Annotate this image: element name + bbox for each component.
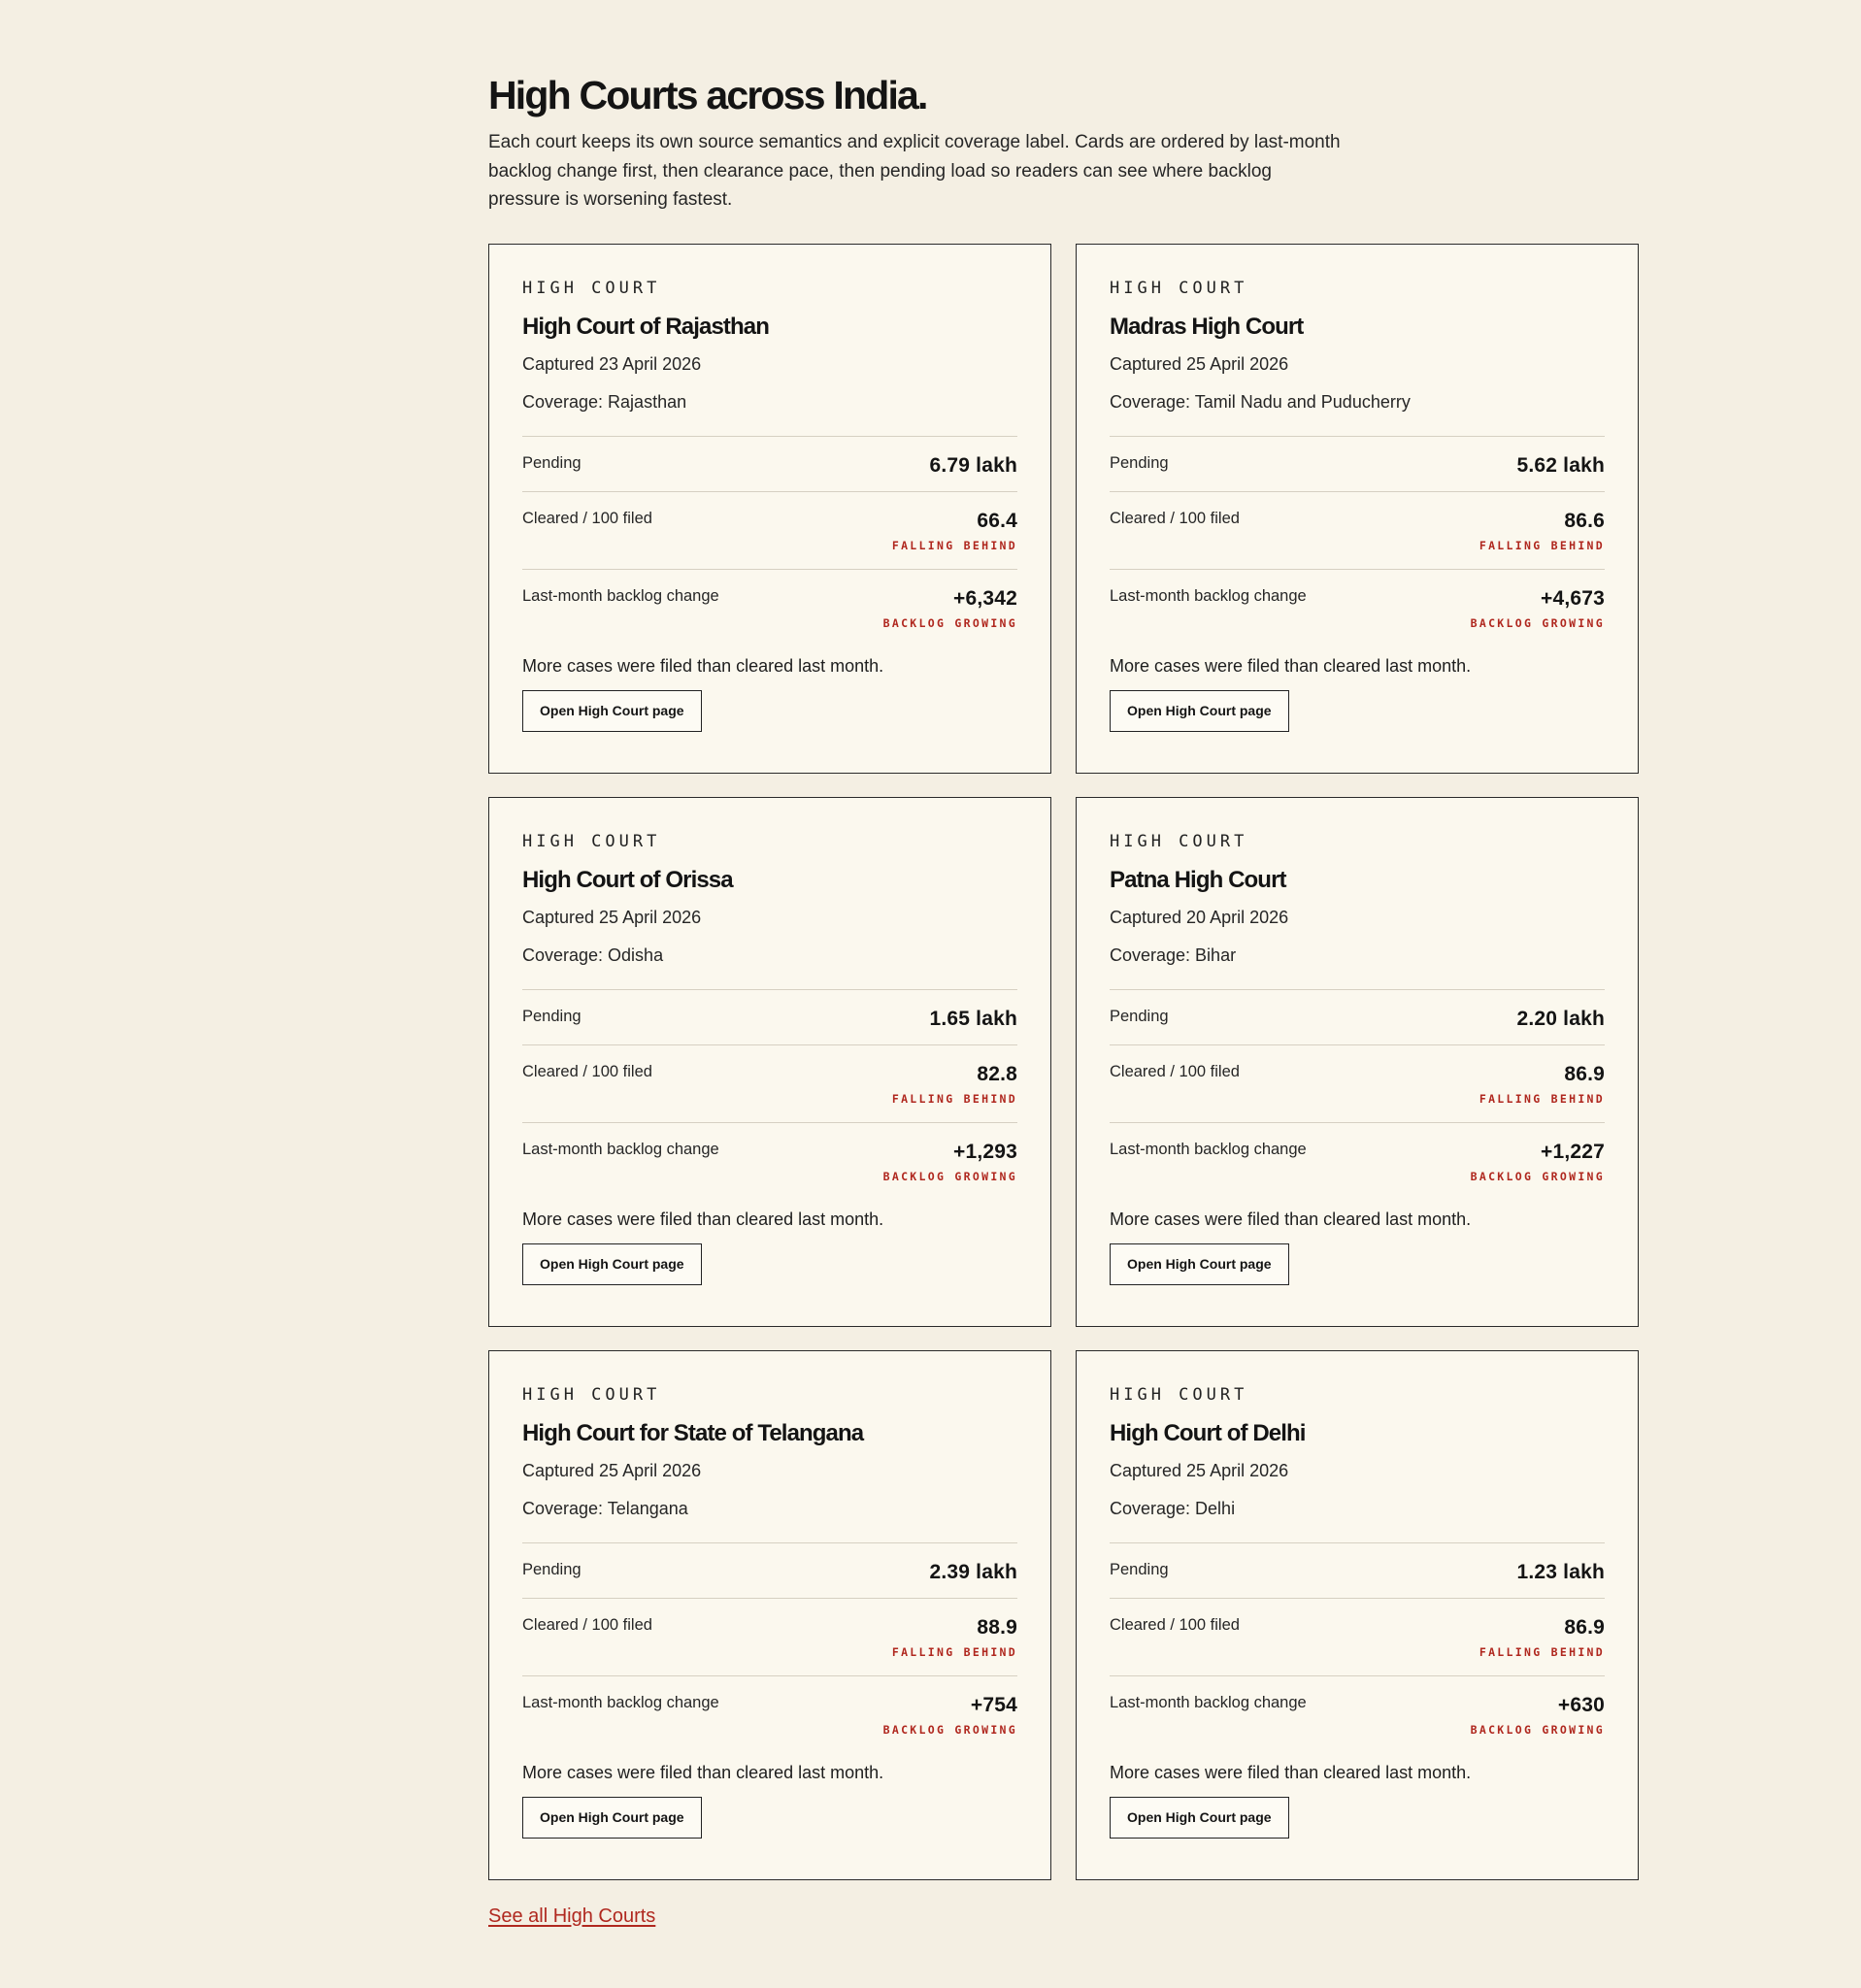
open-high-court-button[interactable]: Open High Court page bbox=[522, 1797, 702, 1839]
card-summary: More cases were filed than cleared last month. bbox=[1110, 655, 1472, 676]
metric-value: +4,673 bbox=[1540, 586, 1605, 610]
metrics-list bbox=[1110, 436, 1605, 647]
coverage-label: Coverage: Tamil Nadu and Puducherry bbox=[1110, 391, 1411, 412]
see-all-high-courts-link[interactable]: See all High Courts bbox=[488, 1905, 656, 1927]
metric-cleared bbox=[522, 1599, 1017, 1676]
open-high-court-button[interactable]: Open High Court page bbox=[522, 690, 702, 732]
metric-label: Cleared / 100 filed bbox=[1110, 1615, 1240, 1634]
metric-label: Pending bbox=[522, 1007, 582, 1025]
metrics-list bbox=[1110, 1542, 1605, 1754]
court-name: Madras High Court bbox=[1110, 313, 1304, 340]
court-name: High Court for State of Telangana bbox=[522, 1419, 864, 1446]
metric-value: 2.39 lakh bbox=[929, 1560, 1017, 1583]
metric-pending bbox=[522, 437, 1017, 492]
card-summary: More cases were filed than cleared last month. bbox=[522, 655, 884, 676]
status-badge: BACKLOG GROWING bbox=[1470, 1722, 1605, 1737]
open-high-court-button[interactable]: Open High Court page bbox=[1110, 1243, 1289, 1285]
coverage-label: Coverage: Telangana bbox=[522, 1498, 688, 1518]
metric-value: 88.9 bbox=[977, 1615, 1017, 1639]
status-badge: FALLING BEHIND bbox=[891, 1091, 1017, 1106]
captured-date: Captured 23 April 2026 bbox=[522, 353, 702, 374]
captured-date: Captured 20 April 2026 bbox=[1110, 907, 1289, 927]
card-eyebrow: HIGH COURT bbox=[1110, 278, 1248, 298]
status-badge: FALLING BEHIND bbox=[891, 538, 1017, 552]
metric-value: 2.20 lakh bbox=[1516, 1007, 1605, 1030]
open-high-court-button[interactable]: Open High Court page bbox=[1110, 1797, 1289, 1839]
metric-backlog-change bbox=[1110, 1123, 1605, 1201]
metric-value: 86.6 bbox=[1564, 509, 1605, 532]
status-badge: BACKLOG GROWING bbox=[882, 615, 1017, 630]
metric-label: Cleared / 100 filed bbox=[522, 1615, 652, 1634]
court-card-telangana bbox=[488, 1350, 1051, 1880]
metrics-list bbox=[1110, 989, 1605, 1201]
metric-cleared bbox=[1110, 1045, 1605, 1123]
court-card-patna bbox=[1076, 797, 1639, 1327]
metric-label: Pending bbox=[522, 1560, 582, 1578]
metric-label: Pending bbox=[1110, 1560, 1169, 1578]
court-card-delhi bbox=[1076, 1350, 1639, 1880]
court-name: Patna High Court bbox=[1110, 866, 1286, 893]
metric-label: Last-month backlog change bbox=[522, 586, 719, 605]
page-title: High Courts across India. bbox=[488, 73, 927, 117]
metrics-list bbox=[522, 436, 1017, 647]
page-intro: Each court keeps its own source semantics and explicit coverage label. Cards are ordered by last-month backlog change first, then clearance pace, then pending load so readers can see where backlog pressure is worsening fastest. bbox=[488, 132, 1341, 210]
card-summary: More cases were filed than cleared last month. bbox=[1110, 1762, 1472, 1782]
status-badge: BACKLOG GROWING bbox=[1470, 1169, 1605, 1183]
metric-value: 5.62 lakh bbox=[1516, 453, 1605, 477]
metric-pending bbox=[522, 1543, 1017, 1599]
metric-backlog-change bbox=[522, 570, 1017, 647]
metric-label: Last-month backlog change bbox=[522, 1140, 719, 1158]
metric-cleared bbox=[1110, 492, 1605, 570]
metrics-list bbox=[522, 1542, 1017, 1754]
card-summary: More cases were filed than cleared last month. bbox=[522, 1209, 884, 1229]
coverage-label: Coverage: Rajasthan bbox=[522, 391, 687, 412]
open-high-court-button[interactable]: Open High Court page bbox=[1110, 690, 1289, 732]
metric-backlog-change bbox=[1110, 570, 1605, 647]
captured-date: Captured 25 April 2026 bbox=[522, 907, 702, 927]
status-badge: BACKLOG GROWING bbox=[882, 1169, 1017, 1183]
metric-label: Pending bbox=[1110, 1007, 1169, 1025]
coverage-label: Coverage: Delhi bbox=[1110, 1498, 1236, 1518]
metric-label: Last-month backlog change bbox=[1110, 586, 1307, 605]
status-badge: FALLING BEHIND bbox=[891, 1644, 1017, 1659]
captured-date: Captured 25 April 2026 bbox=[522, 1460, 702, 1480]
status-badge: FALLING BEHIND bbox=[1479, 1091, 1605, 1106]
court-card-orissa bbox=[488, 797, 1051, 1327]
metric-value: 86.9 bbox=[1564, 1062, 1605, 1085]
court-name: High Court of Rajasthan bbox=[522, 313, 769, 340]
status-badge: FALLING BEHIND bbox=[1479, 538, 1605, 552]
court-name: High Court of Delhi bbox=[1110, 1419, 1306, 1446]
card-summary: More cases were filed than cleared last month. bbox=[1110, 1209, 1472, 1229]
status-badge: BACKLOG GROWING bbox=[882, 1722, 1017, 1737]
metric-backlog-change bbox=[1110, 1676, 1605, 1754]
metric-value: +6,342 bbox=[952, 586, 1017, 610]
metric-backlog-change bbox=[522, 1123, 1017, 1201]
metric-cleared bbox=[522, 492, 1017, 570]
card-eyebrow: HIGH COURT bbox=[1110, 831, 1248, 851]
court-card-grid bbox=[488, 244, 1639, 1880]
metric-label: Cleared / 100 filed bbox=[522, 1062, 652, 1080]
metric-value: 1.23 lakh bbox=[1516, 1560, 1605, 1583]
metric-value: 82.8 bbox=[977, 1062, 1017, 1085]
page bbox=[488, 70, 1639, 1928]
captured-date: Captured 25 April 2026 bbox=[1110, 1460, 1289, 1480]
metric-label: Cleared / 100 filed bbox=[1110, 1062, 1240, 1080]
metrics-list bbox=[522, 989, 1017, 1201]
metric-label: Last-month backlog change bbox=[522, 1693, 719, 1711]
open-high-court-button[interactable]: Open High Court page bbox=[522, 1243, 702, 1285]
court-card-madras bbox=[1076, 244, 1639, 774]
metric-pending bbox=[1110, 1543, 1605, 1599]
card-eyebrow: HIGH COURT bbox=[1110, 1384, 1248, 1405]
card-eyebrow: HIGH COURT bbox=[522, 831, 661, 851]
court-name: High Court of Orissa bbox=[522, 866, 733, 893]
metric-value: +630 bbox=[1557, 1693, 1605, 1716]
court-card-rajasthan bbox=[488, 244, 1051, 774]
metric-pending bbox=[1110, 990, 1605, 1045]
metric-label: Cleared / 100 filed bbox=[1110, 509, 1240, 527]
coverage-label: Coverage: Odisha bbox=[522, 944, 664, 965]
metric-value: 66.4 bbox=[977, 509, 1017, 532]
metric-value: +1,293 bbox=[952, 1140, 1017, 1163]
coverage-label: Coverage: Bihar bbox=[1110, 944, 1237, 965]
captured-date: Captured 25 April 2026 bbox=[1110, 353, 1289, 374]
metric-value: 1.65 lakh bbox=[929, 1007, 1017, 1030]
card-summary: More cases were filed than cleared last month. bbox=[522, 1762, 884, 1782]
metric-value: 6.79 lakh bbox=[929, 453, 1017, 477]
metric-cleared bbox=[522, 1045, 1017, 1123]
status-badge: BACKLOG GROWING bbox=[1470, 615, 1605, 630]
metric-value: 86.9 bbox=[1564, 1615, 1605, 1639]
metric-cleared bbox=[1110, 1599, 1605, 1676]
metric-label: Cleared / 100 filed bbox=[522, 509, 652, 527]
metric-label: Pending bbox=[1110, 453, 1169, 472]
metric-pending bbox=[522, 990, 1017, 1045]
metric-pending bbox=[1110, 437, 1605, 492]
metric-label: Pending bbox=[522, 453, 582, 472]
metric-label: Last-month backlog change bbox=[1110, 1693, 1307, 1711]
metric-value: +754 bbox=[970, 1693, 1017, 1716]
card-eyebrow: HIGH COURT bbox=[522, 278, 661, 298]
metric-backlog-change bbox=[522, 1676, 1017, 1754]
metric-label: Last-month backlog change bbox=[1110, 1140, 1307, 1158]
metric-value: +1,227 bbox=[1540, 1140, 1605, 1163]
status-badge: FALLING BEHIND bbox=[1479, 1644, 1605, 1659]
card-eyebrow: HIGH COURT bbox=[522, 1384, 661, 1405]
